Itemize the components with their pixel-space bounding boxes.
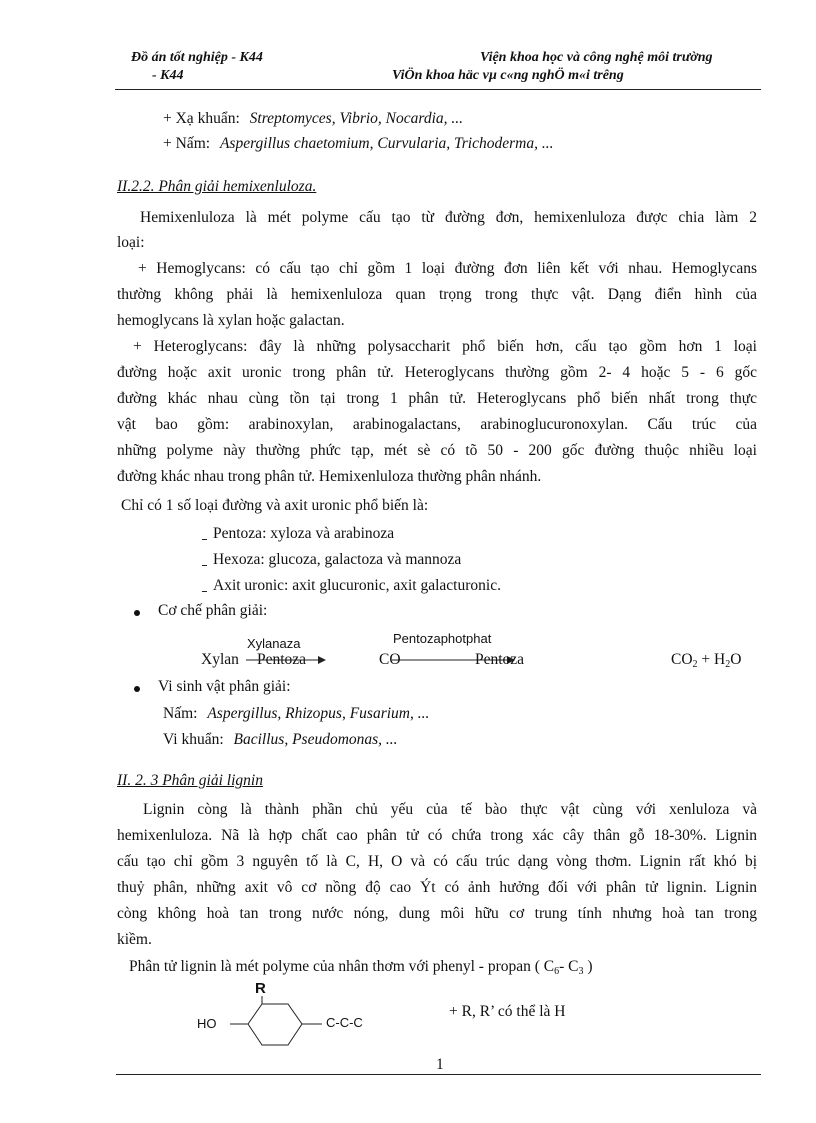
structure-ccc-label: C-C-C [326,1015,363,1030]
paragraph-line: thuỷ phân, những axit vô cơ nồng độ cao Ýt có ảnh hưởng đối với phân tử lignin. Lignin [117,879,757,896]
paragraph-line: hemixenluloza. Nã là hợp chất cao phân tử có chứa trong xác cây thân gỗ 18-30%. Lignin [117,827,757,844]
sugar-item: Hexoza: glucoza, galactoza và mannoza [213,551,462,568]
section-heading-hemixenluloza: II.2.2. Phân giải hemixenluloza. [117,178,317,195]
sentence-text: Phân tử lignin là mét polyme của nhân thơm với phenyl - propan ( C [129,958,555,975]
reaction-intermediate-overlap: Pentoza [257,651,307,668]
header-subtitle-left: - K44 [152,68,184,83]
paragraph-line: Hemixenluloza là mét polyme cấu tạo từ đường đơn, hemixenluloza được chia làm 2 [140,209,757,226]
footer-rule [116,1074,761,1075]
item-label: + Nấm: [163,135,211,152]
item-label: + Xạ khuẩn: [163,110,240,127]
item-label: Nấm: [163,705,198,722]
paragraph-line: vật bao gồm: arabinoxylan, arabinogalactans, arabinoglucuronoxylan. Cấu trúc của [117,416,757,433]
paragraph-line: Chỉ có 1 số loại đường và axit uronic phổ biến là: [121,497,429,514]
paragraph-line: thường không phải là hemixenluloza quan trọng trong thực vật. Dạng điển hình của [117,286,757,303]
paragraph-line: đường khác nhau trong phân tử. Hemixenluloza thường phân nhánh. [117,468,542,485]
header-subtitle-right: ViÖn khoa häc vµ c«ng nghÖ m«i trêng [392,68,624,83]
paragraph-line: hemoglycans là xylan hoặc galactan. [117,312,345,329]
subscript: 6 [554,966,560,977]
enzyme-label-xylanaza: Xylanaza [247,636,301,651]
paragraph-line: + Heteroglycans: đây là những polysaccharit phổ biến hơn, cấu tạo gồm hơn 1 loại [133,338,757,355]
hexagon-ring [248,1004,302,1045]
sugar-item: Pentoza: xyloza và arabinoza [213,525,395,542]
paragraph-line: những polyme này thường phức tạp, mét sè có tõ 50 - 200 gốc đường thuộc nhiều loại [117,442,757,459]
header-title-left: Đồ án tốt nghiệp - K44 [131,50,263,65]
paragraph-line: đường khác nhau cùng tồn tại trong 1 phân tử. Heteroglycans phổ biến nhất trong thực [117,390,757,407]
paragraph-line: + Hemoglycans: có cấu tạo chỉ gồm 1 loại đường đơn liên kết với nhau. Hemoglycans [138,260,757,277]
paragraph-line: Lignin còng là thành phần chủ yếu của tế bào thực vật cùng với xenluloza và [143,801,757,818]
mechanism-label: Cơ chế phân giải: [158,602,268,619]
structure-ho-label: HO [197,1016,217,1031]
reaction-substrate: Xylan [201,651,239,668]
microbes-label: Vi sinh vật phân giải: [158,678,291,695]
subscript: 2 [692,659,698,670]
item-species: Aspergillus, Rhizopus, Fusarium, ... [207,705,430,722]
enzyme-label-pentozaphotphat: Pentozaphotphat [393,631,492,646]
structure-r-label: R [255,980,266,997]
structure-note: + R, R’ có thể là H [449,1003,566,1020]
reaction-co: CO [379,651,401,668]
item-label: Vi khuẩn: [163,731,224,748]
product-h: + H [701,651,726,668]
section-heading-lignin: II. 2. 3 Phân giải lignin [117,772,263,789]
paragraph-line: đường hoặc axit uronic trong phân tử. Heteroglycans thường gồm 2- 4 hoặc 5 - 6 gốc [117,364,757,381]
header-title-right: Viện khoa học và công nghệ môi trường [480,50,713,65]
page-number: 1 [436,1056,444,1073]
paragraph-line: còng không hoà tan trong nước nóng, dung môi hữu cơ trung tính nhưng hoà tan trong [117,905,757,922]
sentence-text: ) [583,958,593,975]
paragraph-line: kiềm. [117,931,152,948]
paragraph-line: cấu tạo chỉ gồm 3 nguyên tố là C, H, O và có cấu trúc dạng vòng thơm. Lignin rất khó bị [117,853,757,870]
subscript: 2 [725,659,731,670]
product-co2: CO [671,651,693,668]
paragraph-line: loại: [117,234,145,251]
item-species: Streptomyces, Vibrio, Nocardia, ... [249,110,464,127]
reaction-pentoza: Pentoza [475,651,525,668]
item-species: Bacillus, Pseudomonas, ... [233,731,398,748]
product-o: O [730,651,742,668]
item-species: Aspergillus chaetomium, Curvularia, Trichoderma, ... [219,135,554,152]
subscript: 3 [578,966,584,977]
sentence-text: - C [559,958,579,975]
sugar-item: Axit uronic: axit glucuronic, axit galacturonic. [213,577,501,594]
